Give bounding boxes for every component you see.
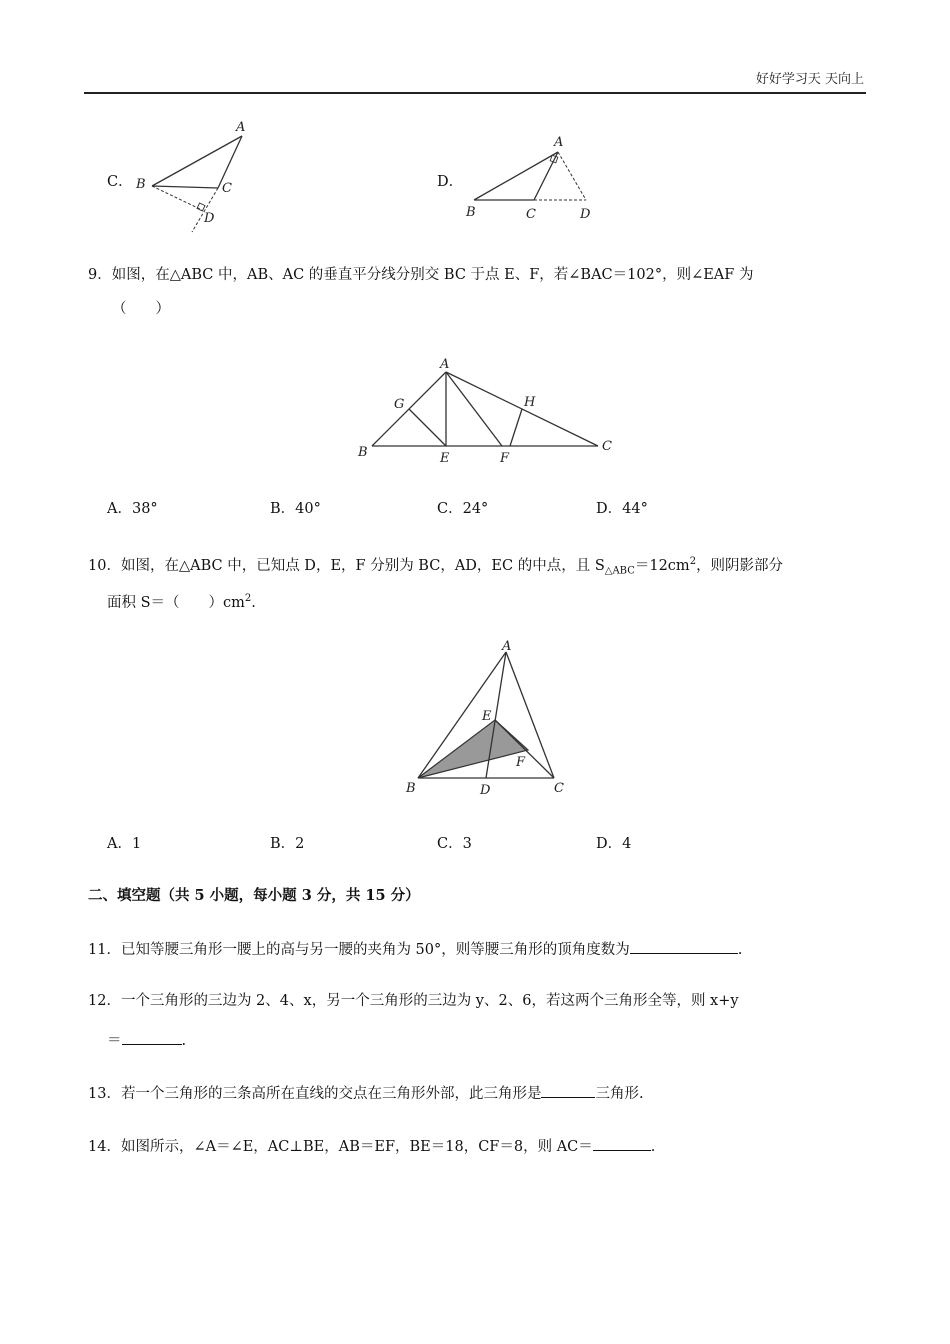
q13: 13．若一个三角形的三条高所在直线的交点在三角形外部，此三角形是 三角形.: [88, 1081, 644, 1105]
q9-point-label: A: [440, 357, 450, 372]
q8c-right-angle: [197, 203, 205, 211]
q8c-point-label: C: [222, 181, 232, 196]
q14: 14．如图所示，∠A＝∠E，AC⊥BE，AB＝EF，BE＝18，CF＝8，则 AC＝ .: [88, 1134, 655, 1158]
q9-figure: [352, 350, 622, 468]
q9-option-d[interactable]: D．44°: [596, 501, 648, 517]
header-motto: 好好学习天 天向上: [755, 72, 864, 87]
q12: 12．一个三角形的三边为 2、4、x，另一个三角形的三边为 y、2、6，若这两个三角形全等，则 x+y: [88, 993, 739, 1009]
q10-side-ac: [506, 652, 554, 778]
q8d-point-label: A: [554, 135, 564, 150]
q11: 11．已知等腰三角形一腰上的高与另一腰的夹角为 50°，则等腰三角形的顶角度数为 .: [88, 937, 742, 961]
q8d-point-label: B: [466, 205, 476, 220]
q8d-dashed-ad: [558, 152, 586, 200]
q9-option-b[interactable]: B．40°: [270, 501, 321, 517]
q12-line2: ＝ .: [107, 1028, 186, 1052]
q8c-point-label: B: [136, 177, 146, 192]
q9-point-label: C: [602, 439, 612, 454]
q10-option-d[interactable]: D．4: [596, 836, 632, 852]
q10-point-label: A: [502, 639, 512, 654]
q10-option-a[interactable]: A．1: [107, 836, 142, 852]
q10-option-b[interactable]: B．2: [270, 836, 305, 852]
q8c-side-ab: [152, 136, 242, 186]
q10-stem: 10．如图，在△ABC 中，已知点 D，E，F 分别为 BC，AD，EC 的中点，且 $S_{\triangle ABC}=12cm^2$，则阴影部分: [88, 556, 784, 577]
q10-point-label: B: [406, 781, 416, 796]
q9-point-label: G: [394, 397, 405, 412]
q9-segment-ge: [409, 409, 446, 446]
q10-shaded-triangle-bef: [418, 720, 528, 778]
q9-number: 9．: [88, 267, 112, 283]
q8d-point-label: C: [526, 207, 536, 222]
q9-text-line1: 如图，在△ABC 中，AB、AC 的垂直平分线分别交 BC 于点 E、F，若∠BAC＝102°，则∠EAF 为: [111, 267, 754, 283]
q9-option-a[interactable]: A．38°: [107, 501, 158, 517]
q8c-side-bc: [152, 186, 218, 188]
q8-figure-d: [462, 128, 602, 224]
q10-point-label: C: [554, 781, 564, 796]
q10-figure: [400, 636, 580, 806]
q9-point-label: E: [440, 451, 450, 466]
q9-point-label: F: [500, 451, 510, 466]
q14-answer-blank[interactable]: [593, 1134, 651, 1151]
q9-point-label: B: [358, 445, 368, 460]
q9-stem: [88, 264, 753, 286]
q8-option-c-label: C．: [107, 174, 133, 190]
q8c-point-label: A: [236, 120, 246, 135]
q8-figure-c: [130, 118, 250, 236]
q8c-dashed-bd: [152, 186, 202, 210]
q9-option-c[interactable]: C．24°: [437, 501, 489, 517]
q10-option-c[interactable]: C．3: [437, 836, 472, 852]
q8c-point-label: D: [204, 211, 215, 226]
q10-point-label: E: [482, 709, 492, 724]
q10-point-label: D: [480, 783, 491, 798]
q9-point-label: H: [524, 395, 536, 410]
q10-point-label: F: [516, 755, 526, 770]
q10-stem-line2: 面积 S＝（ ）$cm^2$.: [107, 593, 256, 611]
q11-answer-blank[interactable]: [630, 937, 738, 954]
q9-segment-af: [446, 372, 502, 446]
q9-segment-hf: [510, 409, 522, 446]
section-title: 二、填空题（共 5 小题，每小题 3 分，共 15 分）: [88, 887, 420, 904]
q9-choice-bracket: （ ）: [112, 301, 170, 317]
q13-answer-blank[interactable]: [541, 1081, 595, 1098]
q12-answer-blank[interactable]: [122, 1028, 182, 1045]
header-divider: [84, 92, 866, 94]
q8-option-d-label: D．: [437, 174, 464, 190]
q8d-point-label: D: [580, 207, 591, 222]
q10-number: 10．: [88, 557, 121, 574]
